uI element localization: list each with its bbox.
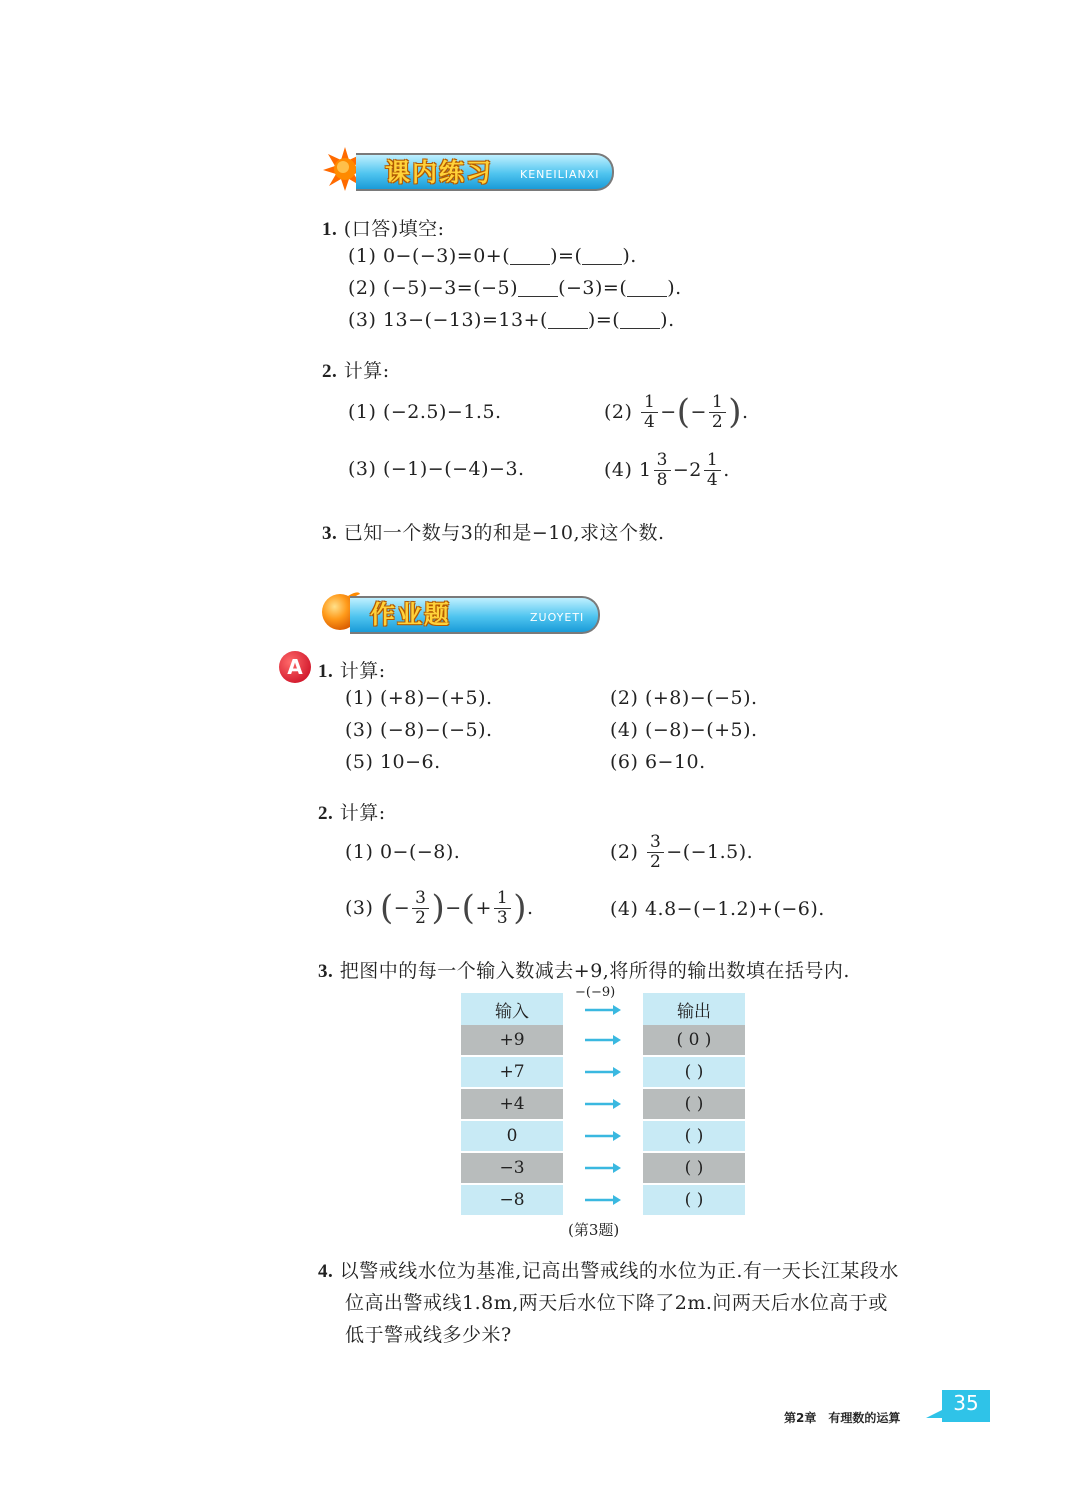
output-cell[interactable]: ( ): [643, 1089, 745, 1119]
homework-q1-item: (4) (−8)−(+5).: [610, 719, 758, 741]
answer-blank[interactable]: [548, 310, 588, 329]
answer-blank[interactable]: [627, 278, 667, 297]
homework-q2-item-1: (1) 0−(−8).: [345, 841, 461, 863]
homework-q2-item-4: (4) 4.8−(−1.2)+(−6).: [610, 898, 825, 920]
arrow-icon: [583, 995, 623, 1025]
arrow-icon: [583, 1121, 623, 1151]
input-cell: +9: [461, 1025, 563, 1055]
homework-q4: 4. 以警戒线水位为基准,记高出警戒线的水位为正.有一天长江某段水: [318, 1260, 899, 1282]
homework-q3: 3. 把图中的每一个输入数减去+9,将所得的输出数填在括号内.: [318, 960, 850, 982]
answer-blank[interactable]: [518, 278, 558, 297]
arrow-icon: [583, 1089, 623, 1119]
homework-q2-item-2: (2) $\frac{3}{2}$ −(−1.5).: [610, 831, 754, 872]
exercise-q2-item-1: (1) (−2.5)−1.5.: [348, 401, 502, 423]
exercise-q1-item-3: (3) 13−(−13)=13+( )=( ).: [348, 309, 675, 331]
homework-q1-item: (6) 6−10.: [610, 751, 706, 773]
answer-blank[interactable]: [510, 246, 550, 265]
section-title: 课内练习: [385, 158, 494, 187]
input-header: 输入: [461, 993, 563, 1025]
answer-blank[interactable]: [620, 310, 660, 329]
homework-q1: 1. 计算:: [318, 660, 386, 682]
homework-q1-item: (1) (+8)−(+5).: [345, 687, 493, 709]
arrow-icon: [583, 1185, 623, 1215]
exercise-q3: 3. 已知一个数与3的和是−10,求这个数.: [322, 522, 665, 544]
exercise-q1: [322, 214, 445, 241]
output-cell[interactable]: ( ): [643, 1057, 745, 1087]
arrow-icon: [583, 1057, 623, 1087]
input-cell: −3: [461, 1153, 563, 1183]
input-cell: 0: [461, 1121, 563, 1151]
homework-q1-item: (5) 10−6.: [345, 751, 441, 773]
output-cell[interactable]: ( ): [643, 1153, 745, 1183]
homework-q4-line: 位高出警戒线1.8m,两天后水位下降了2m.问两天后水位高于或: [345, 1292, 888, 1314]
chapter-label: 第2章 有理数的运算: [784, 1411, 901, 1425]
homework-q4-line: 低于警戒线多少米?: [345, 1324, 512, 1346]
homework-q2-item-3: (3) ( − $\frac{3}{2}$ ) − ( + $\frac{1}{3}$ ) .: [345, 887, 534, 928]
homework-q1-item: (3) (−8)−(−5).: [345, 719, 493, 741]
exercise-q2-item-4: (4) 1 $\frac{3}{8}$ −2 $\frac{1}{4}$ .: [604, 449, 730, 490]
output-header: 输出: [643, 993, 745, 1025]
answer-blank[interactable]: [582, 246, 622, 265]
exercise-q2: 2. 计算:: [322, 360, 390, 382]
input-cell: +4: [461, 1089, 563, 1119]
section-title: 作业题: [370, 600, 452, 629]
page-number: 35: [953, 1391, 979, 1415]
figure-caption: (第3题): [568, 1221, 620, 1239]
input-cell: +7: [461, 1057, 563, 1087]
operation-label: −(−9): [575, 985, 616, 1000]
arrow-icon: [583, 1025, 623, 1055]
homework-q2: 2. 计算:: [318, 802, 386, 824]
exercise-q1-item-2: (2) (−5)−3=(−5) (−3)=( ).: [348, 277, 682, 299]
exercise-q1-item-1: (1) 0−(−3)=0+( )=( ).: [348, 245, 637, 267]
question-number: 1.: [322, 219, 338, 240]
exercise-q2-item-3: (3) (−1)−(−4)−3.: [348, 458, 525, 480]
output-cell[interactable]: ( 0 ): [643, 1025, 745, 1055]
output-cell[interactable]: ( ): [643, 1121, 745, 1151]
input-cell: −8: [461, 1185, 563, 1215]
exercise-q2-item-2: (2) $\frac{1}{4}$ − ( − $\frac{1}{2}$ ) .: [604, 391, 749, 432]
question-text: (口答)填空:: [343, 218, 445, 240]
section-subtitle: KENEILIANXI: [520, 168, 600, 181]
level-a-badge: A: [279, 651, 311, 683]
section-subtitle: ZUOYETI: [530, 611, 585, 624]
homework-q1-item: (2) (+8)−(−5).: [610, 687, 758, 709]
output-cell[interactable]: ( ): [643, 1185, 745, 1215]
arrow-icon: [583, 1153, 623, 1183]
